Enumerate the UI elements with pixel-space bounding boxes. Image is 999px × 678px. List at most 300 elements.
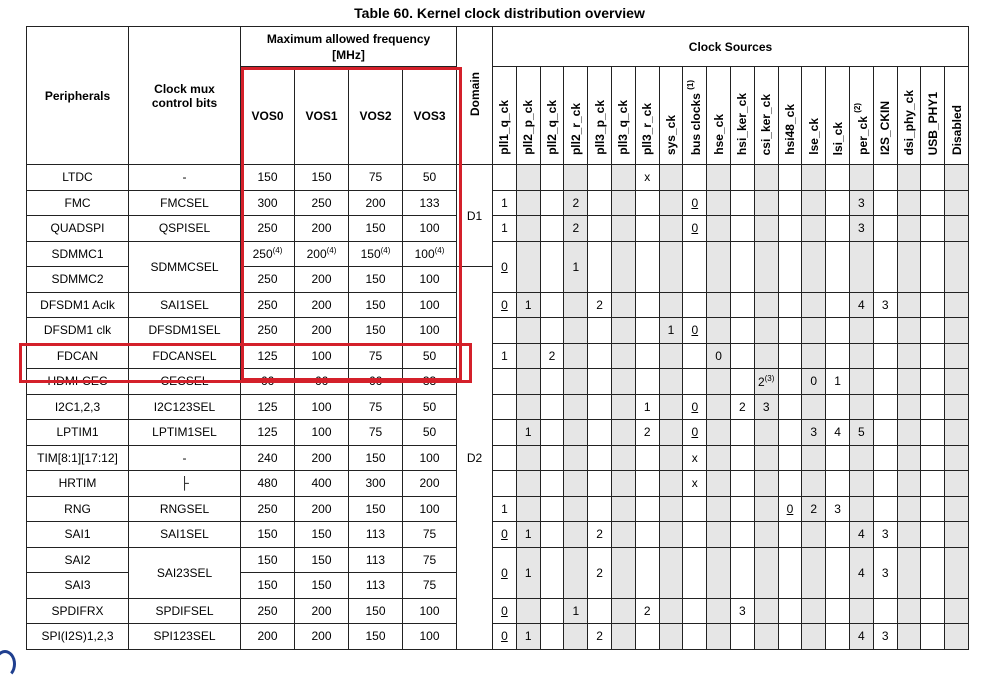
vos-value: 250 [257,603,278,618]
source-cell [683,624,707,650]
source-cell [754,522,778,548]
clock-mux-bits: SAI1SEL [129,292,241,318]
vos-value: 200 [257,629,278,644]
source-cell [802,343,826,369]
source-cell [659,216,683,242]
source-cell [659,343,683,369]
source-cell [659,547,683,598]
source-selector-value: 0 [501,297,508,312]
source-cell [564,292,588,318]
vos-frequency [295,598,349,624]
source-cell [945,318,969,344]
source-cell [754,624,778,650]
source-cell [588,190,612,216]
source-cell [802,598,826,624]
header-source-16 [873,67,897,165]
vos-frequency [241,496,295,522]
header-source-2 [540,67,564,165]
source-cell [754,343,778,369]
header-source-label [570,103,582,155]
peripheral-name: FDCAN [27,343,129,369]
source-cell [540,624,564,650]
vos-value: 75 [368,348,383,363]
peripheral-name: SAI2 [27,547,129,573]
vos-value: 150 [365,603,386,618]
source-cell [873,496,897,522]
source-cell [683,547,707,598]
table-row [27,216,969,242]
vos-value: 150 [365,272,386,287]
source-cell [588,216,612,242]
source-cell [849,522,873,548]
source-footnote: (3) [764,373,775,383]
vos-value: 100 [311,425,332,440]
source-cell [540,522,564,548]
source-cell [945,445,969,471]
header-source-1 [516,67,540,165]
peripheral-name: SAI1 [27,522,129,548]
vos-frequency [295,496,349,522]
source-cell [945,420,969,446]
source-cell [540,165,564,191]
source-cell [826,445,850,471]
vos-value: 200 [311,221,332,236]
source-cell [564,318,588,344]
source-cell [921,318,945,344]
header-source-label [498,100,510,155]
vos-footnote: (4) [272,246,283,256]
source-cell [873,318,897,344]
source-cell [754,292,778,318]
peripheral-name: SPDIFRX [27,598,129,624]
source-selector-value: 1 [501,501,508,516]
source-cell [516,318,540,344]
vos-value: 150 [365,501,386,516]
source-cell [945,190,969,216]
header-source-text: sys_ck [663,114,678,155]
source-cell [683,420,707,446]
vos-value: 100 [414,247,435,262]
header-max-frequency-line1: Maximum allowed frequency [266,31,431,46]
header-source-text: pll2_q_ck [545,100,559,155]
source-selector-value: 2 [643,425,651,440]
source-cell [588,165,612,191]
header-source-text: hse_ck [711,114,726,155]
source-selector-value: x [691,476,698,491]
source-cell [754,190,778,216]
source-cell [826,190,850,216]
vos-frequency [241,624,295,650]
source-cell [683,165,707,191]
source-cell [849,471,873,497]
source-cell [588,598,612,624]
vos-value: 100 [311,399,332,414]
vos-value: 150 [365,629,386,644]
source-cell [730,394,754,420]
peripheral-name: FMC [27,190,129,216]
source-cell [564,522,588,548]
source-cell [564,394,588,420]
table-row [27,292,969,318]
source-cell [516,471,540,497]
source-cell [754,394,778,420]
vos-value: 300 [257,195,278,210]
vos-value: 33 [422,374,437,389]
table-row [27,471,969,497]
source-cell [683,241,707,292]
clock-mux-bits: SAI1SEL [129,522,241,548]
source-cell [778,394,802,420]
vos-value: 150 [365,323,386,338]
source-cell [635,624,659,650]
peripheral-name: I2C1,2,3 [27,394,129,420]
source-cell [635,216,659,242]
source-cell [945,471,969,497]
source-selector-value: 3 [739,603,746,618]
table-row [27,598,969,624]
source-cell [707,598,731,624]
source-cell [754,445,778,471]
source-cell [683,471,707,497]
header-source-text: per_ck [855,112,870,155]
source-cell [659,369,683,395]
vos-value: 200 [311,323,332,338]
source-cell [802,624,826,650]
source-cell [802,318,826,344]
vos-value: 50 [422,399,437,414]
source-selector-value: 0 [501,527,508,542]
source-cell [826,343,850,369]
source-cell [612,522,636,548]
vos-frequency [349,573,403,599]
source-cell [730,420,754,446]
source-cell [540,420,564,446]
header-source-14 [826,67,850,165]
source-cell [588,420,612,446]
source-cell [516,547,540,598]
source-selector-value: 2 [596,527,603,542]
source-cell [754,216,778,242]
source-cell [945,624,969,650]
vos-frequency [403,241,457,267]
source-selector-value: 1 [501,221,508,236]
source-cell [635,547,659,598]
source-selector-value: 2 [596,565,603,580]
source-cell [635,165,659,191]
vos-frequency [295,394,349,420]
source-cell [635,369,659,395]
source-cell [540,343,564,369]
source-cell [730,343,754,369]
source-selector-value: 3 [881,565,889,580]
source-cell [945,343,969,369]
vos-frequency [349,496,403,522]
source-selector-value: x [644,170,651,185]
source-cell [493,292,517,318]
source-cell [730,522,754,548]
source-cell [754,598,778,624]
vos-frequency [403,573,457,599]
source-cell [873,165,897,191]
source-cell [659,496,683,522]
table-row [27,496,969,522]
source-cell [730,190,754,216]
vos-frequency [241,216,295,242]
source-cell [540,190,564,216]
source-cell [588,241,612,292]
source-cell [612,394,636,420]
source-cell [873,190,897,216]
source-selector-value: 1 [643,399,651,414]
vos-value: 125 [257,425,278,440]
source-cell [802,216,826,242]
source-cell [897,624,921,650]
source-cell [778,547,802,598]
clock-mux-bits: - [129,445,241,471]
source-cell [707,624,731,650]
source-cell [707,216,731,242]
peripheral-name: SDMMC1 [27,241,129,267]
header-domain [457,27,493,165]
table-row [27,624,969,650]
source-cell [564,496,588,522]
vos-frequency [241,165,295,191]
source-selector-value: 1 [667,323,675,338]
source-cell [897,445,921,471]
source-selector-value: 3 [881,629,889,644]
vos-frequency [349,522,403,548]
header-source-label [641,103,653,155]
source-cell [612,624,636,650]
source-cell [707,471,731,497]
source-cell [778,165,802,191]
source-selector-value: 4 [858,297,865,312]
vos-value: 100 [419,603,440,618]
source-cell [730,624,754,650]
vos-frequency [349,267,403,293]
source-cell [635,318,659,344]
source-cell [826,165,850,191]
vos-footnote: (4) [434,246,445,256]
source-cell [588,496,612,522]
source-selector-value: 2 [596,629,603,644]
source-cell [897,420,921,446]
vos-value: 133 [419,195,440,210]
vos-frequency [241,190,295,216]
vos-frequency [241,267,295,293]
source-cell [564,547,588,598]
source-cell [873,216,897,242]
source-cell [659,598,683,624]
vos-frequency [349,420,403,446]
source-cell [635,241,659,292]
clock-mux-bits: SPDIFSEL [129,598,241,624]
source-cell [921,394,945,420]
peripheral-name: HRTIM [27,471,129,497]
source-cell [516,165,540,191]
source-cell [493,190,517,216]
source-cell [778,496,802,522]
vos-value: 66 [260,374,275,389]
header-source-text: pll1_q_ck [497,100,512,155]
header-source-text: pll2_p_ck [521,100,536,155]
peripheral-name: DFSDM1 Aclk [27,292,129,318]
source-cell [802,369,826,395]
vos-frequency [295,522,349,548]
header-source-text: dsi_phy_ck [901,89,916,155]
source-selector-value: 2 [572,221,580,236]
source-cell [683,445,707,471]
header-source-label [784,104,796,155]
header-source-footnote: (2) [852,103,862,113]
header-source-18 [921,67,945,165]
vos-frequency [403,496,457,522]
source-cell [945,241,969,292]
vos-value: 75 [422,578,437,593]
source-cell [945,496,969,522]
table-row [27,165,969,191]
source-cell [730,547,754,598]
kernel-clock-table [26,26,969,650]
vos-value: 200 [311,297,332,312]
vos-value: 200 [311,272,332,287]
vos-value: 200 [306,247,327,262]
source-cell [516,496,540,522]
source-cell [945,522,969,548]
header-source-3 [564,67,588,165]
source-selector-value: 4 [858,527,865,542]
vos-frequency [241,241,295,267]
source-cell [540,394,564,420]
source-cell [516,190,540,216]
source-cell [540,318,564,344]
source-cell [635,496,659,522]
vos-value: 66 [314,374,329,389]
source-cell [612,369,636,395]
source-selector-value: 1 [834,374,841,389]
source-cell [873,547,897,598]
source-cell [540,216,564,242]
source-cell [564,241,588,292]
source-cell [493,369,517,395]
source-cell [683,343,707,369]
vos-frequency [295,369,349,395]
vos-frequency [349,445,403,471]
vos-frequency [349,292,403,318]
vos-frequency [349,241,403,267]
vos-frequency [349,598,403,624]
source-cell [873,624,897,650]
source-cell [849,445,873,471]
source-cell [659,420,683,446]
header-source-label [808,118,820,155]
source-cell [921,165,945,191]
vos-value: 200 [419,476,440,491]
source-cell [612,190,636,216]
source-cell [540,369,564,395]
peripheral-name: QUADSPI [27,216,129,242]
source-cell [945,216,969,242]
header-source-6 [635,67,659,165]
vos-frequency [295,216,349,242]
source-selector-value: 2 [548,348,556,363]
source-selector-value: 1 [524,425,532,440]
peripheral-name: SDMMC2 [27,267,129,293]
header-source-label [854,103,869,155]
clock-mux-bits: SPI123SEL [129,624,241,650]
source-cell [730,241,754,292]
source-cell [873,471,897,497]
header-max-frequency-line2: [MHz] [332,47,365,62]
header-source-label [665,115,677,155]
source-cell [730,496,754,522]
header-source-11 [754,67,778,165]
peripheral-name: RNG [27,496,129,522]
source-cell [683,496,707,522]
source-cell [659,522,683,548]
vos-frequency [241,445,295,471]
header-source-4 [588,67,612,165]
table-row [27,547,969,573]
header-source-text: pll3_r_ck [640,102,655,155]
source-cell [730,318,754,344]
source-cell [778,522,802,548]
vos-frequency [349,471,403,497]
table-row [27,318,969,344]
source-cell [826,420,850,446]
source-cell [778,598,802,624]
source-cell [826,547,850,598]
vos-frequency [295,445,349,471]
source-cell [707,394,731,420]
source-cell [707,190,731,216]
source-cell [802,190,826,216]
source-cell [493,624,517,650]
vos-value: 150 [311,527,332,542]
vos-frequency [295,318,349,344]
vos-frequency [241,420,295,446]
header-source-label [879,101,891,155]
source-cell [897,216,921,242]
source-cell [635,292,659,318]
vos-frequency [403,267,457,293]
source-selector-value: 2 [810,501,818,516]
source-selector-value: 0 [691,399,699,414]
source-cell [945,369,969,395]
source-cell [493,394,517,420]
source-cell [540,598,564,624]
clock-mux-bits: DFSDM1SEL [129,318,241,344]
header-source-15 [849,67,873,165]
source-cell [707,420,731,446]
header-source-13 [802,67,826,165]
source-cell [612,292,636,318]
source-cell [826,496,850,522]
source-cell [635,190,659,216]
header-source-8 [683,67,707,165]
source-cell [635,471,659,497]
source-cell [612,165,636,191]
vos-frequency [403,471,457,497]
source-cell [921,369,945,395]
vos-footnote: (4) [380,246,391,256]
source-cell [659,292,683,318]
source-cell [754,496,778,522]
source-cell [826,241,850,292]
vos-value: 100 [419,323,440,338]
clock-mux-bits: ├ [129,471,241,497]
vos-value: 150 [257,527,278,542]
